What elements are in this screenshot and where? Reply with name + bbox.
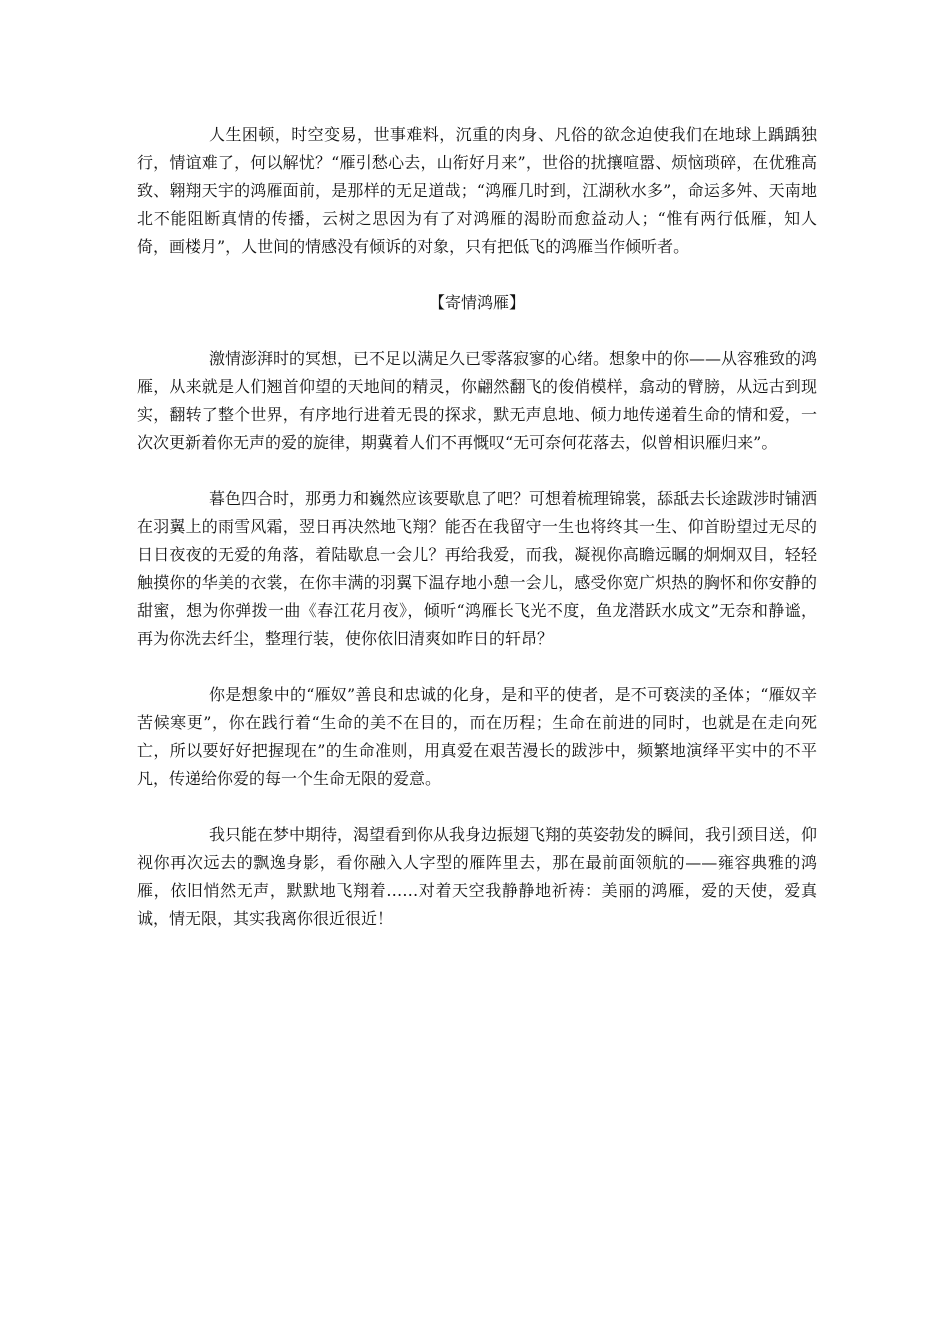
paragraph-intro: 人生困顿，时空变易，世事难料，沉重的肉身、凡俗的欲念迫使我们在地球上踽踽独行，情谊难了，何以解忧？“雁引愁心去，山衔好月来”，世俗的扰攘喧嚣、烦恼琐碎，在优雅高致、翱翔天宇的鸿雁面前，是那样的无足道哉；“鸿雁几时到，江湖秋水多”，命运多舛、天南地北不能阻断真情的传播，云树之思因为有了对鸿雁的渴盼而愈益动人；“惟有两行低雁，知人倚，画楼月”，人世间的情感没有倾诉的对象，只有把低飞的鸿雁当作倾听者。 <box>137 125 817 256</box>
paragraph-1: 激情澎湃时的冥想，已不足以满足久已零落寂寥的心绪。想象中的你——从容雅致的鸿雁，从来就是人们翘首仰望的天地间的精灵，你翩然翻飞的俊俏模样，翕动的臂膀，从远古到现实，翻转了整个世界，有序地行进着无畏的探求，默无声息地、倾力地传递着生命的情和爱，一次次更新着你无声的爱的旋律，期冀着人们不再慨叹“无可奈何花落去，似曾相识雁归来”。 <box>137 349 818 452</box>
section-heading: 【寄情鸿雁】 <box>428 293 525 312</box>
paragraph-4: 我只能在梦中期待，渴望看到你从我身边振翅飞翔的英姿勃发的瞬间，我引颈目送，仰视你再次远去的飘逸身影，看你融入人字型的雁阵里去，那在最前面领航的——雍容典雅的鸿雁，依旧悄然无声，默默地飞翔着……对着天空我静静地祈祷：美丽的鸿雁，爱的天使，爱真诚，情无限，其实我离你很近很近！ <box>137 825 818 928</box>
paragraph-2: 暮色四合时，那勇力和巍然应该要歇息了吧？可想着梳理锦裳，舔舐去长途跋涉时铺洒在羽翼上的雨雪风霜，翌日再决然地飞翔？能否在我留守一生也将终其一生、仰首盼望过无尽的日日夜夜的无爱的角落，着陆歇息一会儿？再给我爱，而我，凝视你高瞻远瞩的炯炯双目，轻轻触摸你的华美的衣裳，在你丰满的羽翼下温存地小憩一会儿，感受你宽广炽热的胸怀和你安静的甜蜜，想为你弹拨一曲《春江花月夜》，倾听“鸿雁长飞光不度，鱼龙潜跃水成文”无奈和静谧，再为你洗去纤尘，整理行装，使你依旧清爽如昨日的轩昂？ <box>137 489 818 648</box>
document-body <box>137 121 817 961</box>
paragraph-3: 你是想象中的“雁奴”善良和忠诚的化身，是和平的使者，是不可亵渎的圣体；“雁奴辛苦候寒更”，你在践行着“生命的美不在目的，而在历程；生命在前进的同时，也就是在走向死亡，所以要好好把握现在”的生命准则，用真爱在艰苦漫长的跋涉中，频繁地演绎平实中的不平凡，传递给你爱的每一个生命无限的爱意。 <box>137 685 817 788</box>
